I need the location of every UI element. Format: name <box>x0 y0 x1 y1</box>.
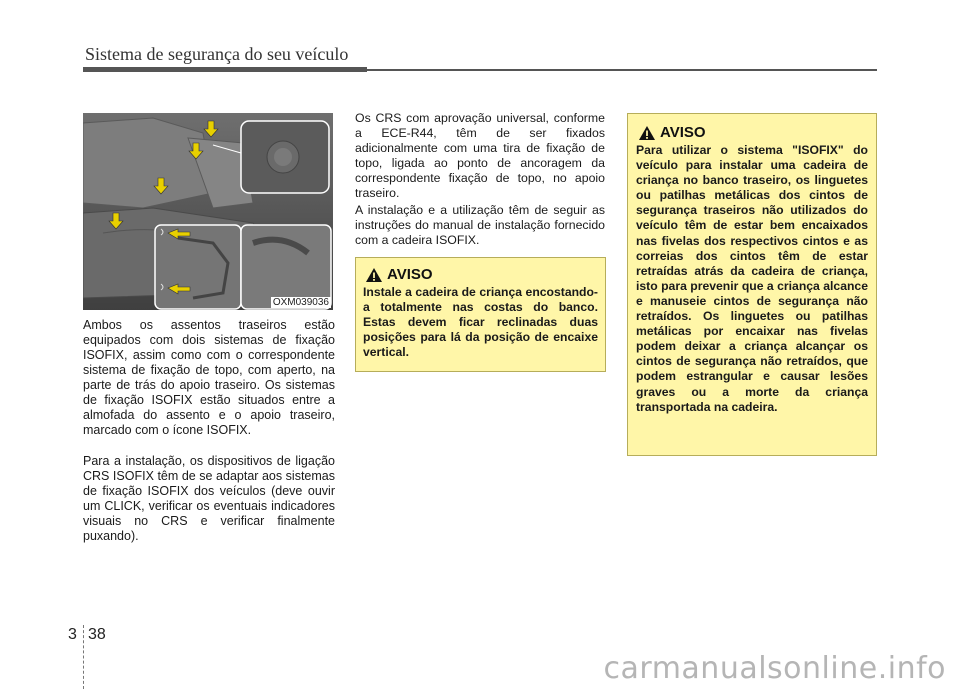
warning-box-2 <box>627 113 877 456</box>
header-rule-thin <box>367 69 877 71</box>
warning-triangle-icon <box>365 267 383 283</box>
col2-paragraph-2: A instalação e a utilização têm de seguir as instruções do manual de instalação fornecido com a cadeira ISOFIX. <box>355 203 605 247</box>
col1-paragraph-1: Ambos os assentos traseiros estão equipados com dois sistemas de fixação ISOFIX, assim como com o correspondente sistema de fixação de topo, com aperto, na parte de trás do apoio traseiro. Os sistemas de fixação ISOFIX estão situados entre a almofada do assento e o apoio traseiro, marcado com o ícone ISOFIX. <box>83 318 335 437</box>
warning-title: AVISO <box>660 124 706 141</box>
warning-header <box>638 124 868 141</box>
watermark: carmanualsonline.info <box>603 651 946 686</box>
isofix-seat-figure <box>83 113 333 310</box>
page-header-title: Sistema de segurança do seu veículo <box>85 44 349 64</box>
figure-code: OXM039036 <box>272 297 329 308</box>
header-rule-thick <box>83 67 367 72</box>
warning-header <box>365 266 598 283</box>
warning-text: Para utilizar o sistema "ISOFIX" do veículo para instalar uma cadeira de criança no banco traseiro, os linguetes ou patilhas metálicas dos cintos de segurança traseiros não utilizados do veículo têm de estar bem encaixados nas fivelas dos respectivos cintos e as correias dos cintos têm de estar retraídas atrás da cadeira de criança, isto para prevenir que a criança alcance e manuseie cintos de segurança não retraídos. Os linguetes ou patilhas metálicas por encaixar nas fivelas podem deixar a criança alcançar os cintos de segurança não retraídos, que podem estrangular e causar lesões graves ou a morte da criança transportada na cadeira. <box>636 143 868 414</box>
footer-chapter-number: 3 <box>68 626 77 643</box>
footer-page-number: 38 <box>88 626 106 643</box>
col1-paragraph-2: Para a instalação, os dispositivos de ligação CRS ISOFIX têm de se adaptar aos sistemas de fixação ISOFIX dos veículos (deve ouvir um CLICK, verificar os eventuais indicadores visuais no CRS e verificar finalmente puxando). <box>83 454 335 543</box>
isofix-seat-icon <box>83 113 333 310</box>
warning-text: Instale a cadeira de criança encostando-a totalmente nas costas do banco. Estas devem ficar reclinadas duas posições para lá da posição de encaixe vertical. <box>363 285 598 360</box>
warning-triangle-icon <box>638 125 656 141</box>
footer-divider <box>83 625 85 689</box>
warning-title: AVISO <box>387 266 433 283</box>
warning-box-1 <box>355 257 606 372</box>
col2-paragraph-1: Os CRS com aprovação universal, conforme a ECE-R44, têm de ser fixados adicionalmente com uma tira de fixação de topo, ligada ao ponto de ancoragem da correspondente fixação de topo, no apoio traseiro. <box>355 111 605 200</box>
